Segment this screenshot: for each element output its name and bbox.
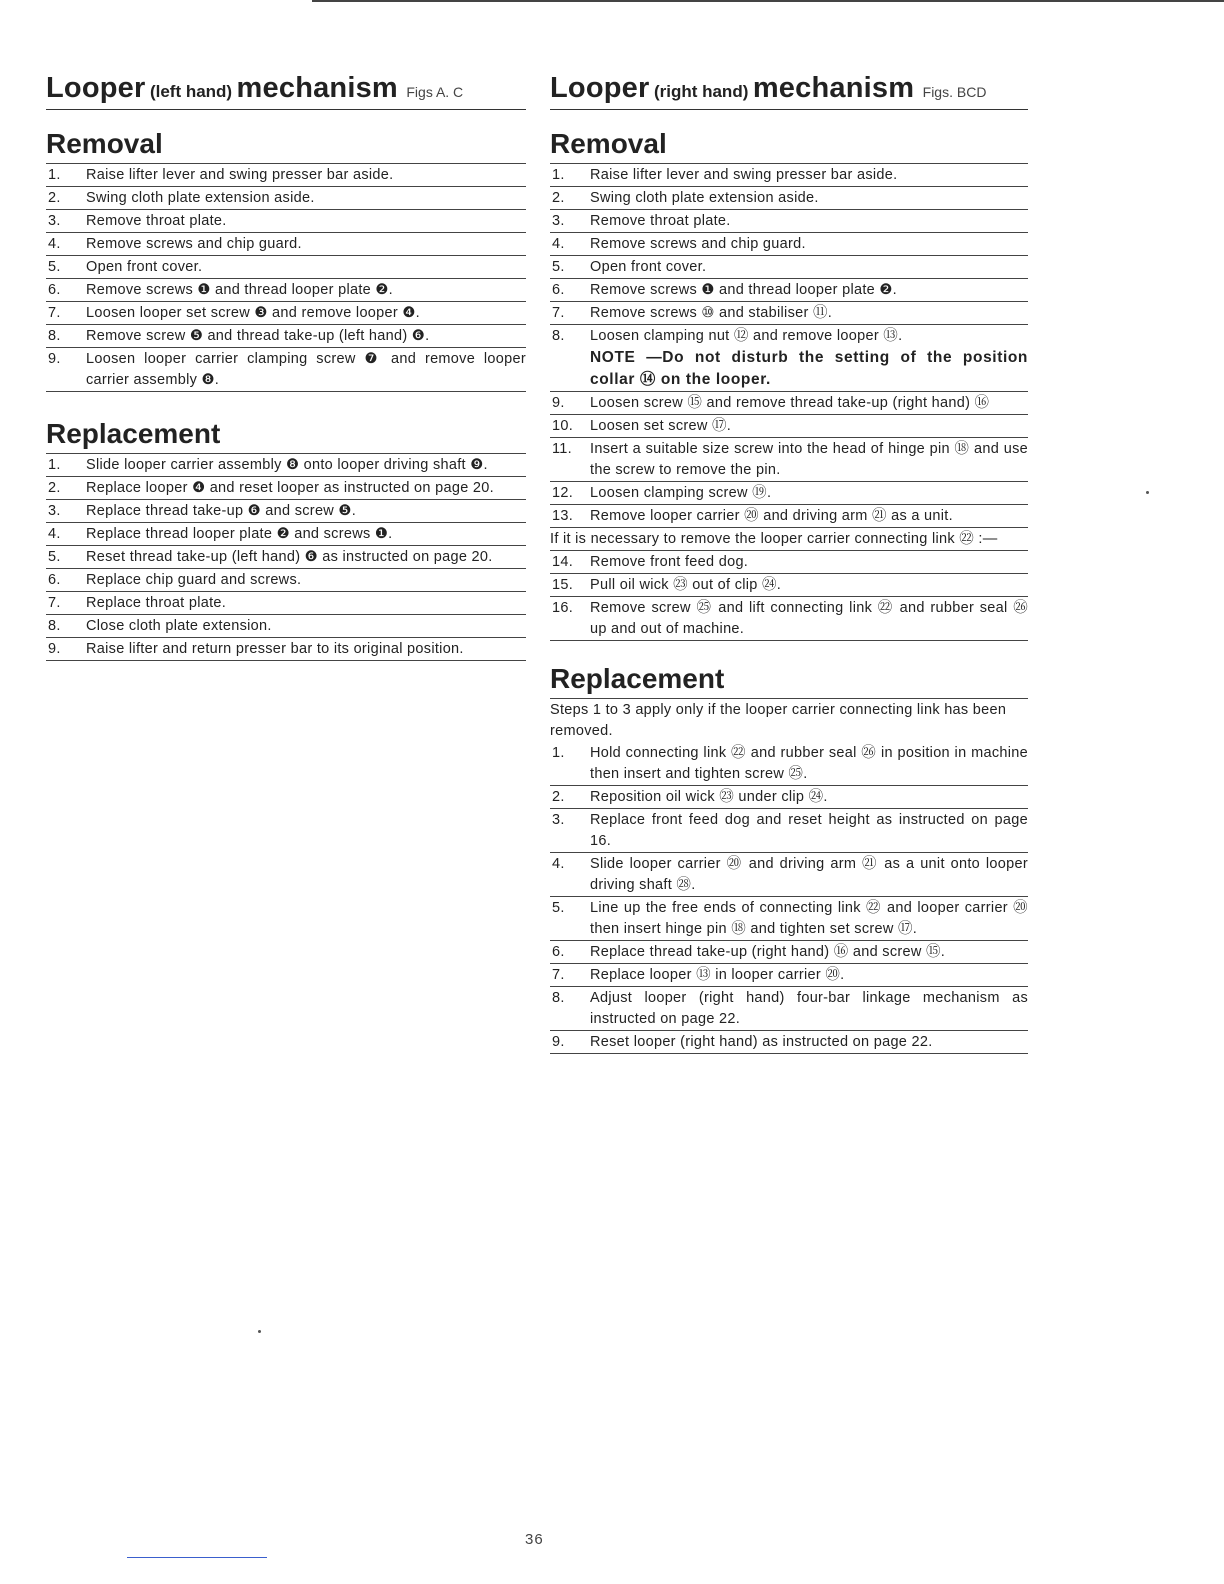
heading-looper: Looper: [550, 72, 650, 104]
step-number: 1.: [48, 457, 61, 473]
left-replacement-title: Replacement: [46, 418, 221, 449]
step-number: 8.: [552, 328, 565, 344]
left-column: [46, 72, 526, 661]
step-row: [46, 477, 526, 500]
step-number: 7.: [48, 595, 61, 611]
step-row: [550, 742, 1028, 786]
step-text: Loosen looper set screw ❸ and remove looper ❹.: [86, 305, 420, 321]
step-text: Replace thread looper plate ❷ and screws ❶.: [86, 526, 393, 542]
step-number: 2.: [552, 789, 565, 805]
step-text: Remove screws ❶ and thread looper plate ❷.: [590, 282, 897, 298]
step-row: [46, 164, 526, 187]
step-text: Insert a suitable size screw into the head of hinge pin ⑱ and use the screw to remove the pin.: [590, 441, 1028, 478]
step-text: Replace thread take-up ❻ and screw ❺.: [86, 503, 357, 519]
step-text: Swing cloth plate extension aside.: [590, 190, 819, 206]
step-row: [550, 551, 1028, 574]
step-row: [550, 438, 1028, 482]
step-row: [46, 187, 526, 210]
step-text: Loosen screw ⑮ and remove thread take-up (right hand) ⑯: [590, 395, 990, 411]
step-number: 6.: [552, 944, 565, 960]
step-row: [46, 615, 526, 638]
replacement-note: Steps 1 to 3 apply only if the looper carrier connecting link has been removed.: [550, 702, 1007, 739]
step-number: 11.: [552, 441, 572, 457]
step-text: Replace throat plate.: [86, 595, 227, 611]
step-number: 1.: [552, 745, 565, 761]
step-text: Remove looper carrier ⑳ and driving arm ㉑ as a unit.: [590, 508, 953, 524]
left-replacement-steps: [46, 453, 526, 661]
step-text: Raise lifter lever and swing presser bar aside.: [86, 167, 394, 183]
step-number: 8.: [552, 990, 565, 1006]
step-row: [46, 302, 526, 325]
right-replacement-steps: [550, 698, 1028, 1054]
step-text: Reposition oil wick ㉓ under clip ㉔.: [590, 789, 828, 805]
step-text: Remove front feed dog.: [590, 554, 749, 570]
step-number: 16.: [552, 600, 574, 616]
step-number: 2.: [552, 190, 565, 206]
step-row: [46, 500, 526, 523]
heading-figs: Figs. BCD: [922, 84, 987, 100]
step-row: [550, 482, 1028, 505]
step-number: 3.: [48, 503, 61, 519]
step-number: 6.: [48, 282, 61, 298]
step-row: [46, 523, 526, 546]
step-text: Loosen clamping nut ⑫ and remove looper ⑬.: [590, 328, 903, 344]
step-number: 5.: [552, 900, 565, 916]
step-number: 4.: [48, 526, 61, 542]
step-number: 4.: [552, 236, 565, 252]
step-text: Replace thread take-up (right hand) ⑯ and screw ⑮.: [590, 944, 946, 960]
footer-link-underline: [127, 1557, 267, 1558]
step-number: 4.: [48, 236, 61, 252]
step-row: [550, 786, 1028, 809]
step-row: [550, 164, 1028, 187]
step-number: 4.: [552, 856, 565, 872]
step-row: [550, 256, 1028, 279]
step-text: Swing cloth plate extension aside.: [86, 190, 315, 206]
step-text: Loosen set screw ⑰.: [590, 418, 732, 434]
step-text: Loosen looper carrier clamping screw ❼ and remove looper carrier assembly ❽.: [86, 351, 526, 388]
step-text: Replace front feed dog and reset height as instructed on page 16.: [590, 812, 1028, 849]
step-row: [550, 415, 1028, 438]
removal-note: If it is necessary to remove the looper carrier connecting link ㉒ :—: [550, 528, 1028, 551]
step-text: Raise lifter and return presser bar to its original position.: [86, 641, 464, 657]
step-number: 12.: [552, 485, 574, 501]
heading-hand: (right hand): [653, 82, 749, 101]
step-text: Replace looper ⑬ in looper carrier ⑳.: [590, 967, 845, 983]
step-number: 8.: [48, 328, 61, 344]
step-number: 13.: [552, 508, 574, 524]
step-text: Remove screw ❺ and thread take-up (left hand) ❻.: [86, 328, 430, 344]
step-row: [550, 853, 1028, 897]
step-row: [46, 348, 526, 392]
step-text: Remove screws ❶ and thread looper plate ❷.: [86, 282, 393, 298]
top-rule: [312, 0, 1224, 2]
left-removal-title: Removal: [46, 128, 163, 159]
step-text: Adjust looper (right hand) four-bar linkage mechanism as instructed on page 22.: [590, 990, 1028, 1027]
step-row: [46, 233, 526, 256]
step-row: [550, 1031, 1028, 1054]
right-replacement-title: Replacement: [550, 663, 725, 694]
step-number: 9.: [552, 395, 565, 411]
step-row: [550, 574, 1028, 597]
step-number: 5.: [552, 259, 565, 275]
step-row: [550, 187, 1028, 210]
step-row: [550, 392, 1028, 415]
step-number: 7.: [552, 305, 565, 321]
note-text: NOTE —Do not disturb the setting of the position collar ⑭ on the looper.: [590, 349, 1028, 388]
step-row: [550, 941, 1028, 964]
step-number: 6.: [48, 572, 61, 588]
page-number: 36: [525, 1531, 544, 1548]
heading-looper: Looper: [46, 72, 146, 104]
step-row: [550, 233, 1028, 256]
step-number: 1.: [552, 167, 565, 183]
scan-speck: [1146, 491, 1149, 494]
step-row: [550, 505, 1028, 528]
step-number: 3.: [48, 213, 61, 229]
step-number: 15.: [552, 577, 574, 593]
step-row: [550, 325, 1028, 392]
step-row: [550, 302, 1028, 325]
step-number: 2.: [48, 480, 61, 496]
step-number: 7.: [48, 305, 61, 321]
step-row: [550, 210, 1028, 233]
step-text: Open front cover.: [86, 259, 203, 275]
right-removal-title: Removal: [550, 128, 667, 159]
heading-mechanism: mechanism: [752, 72, 915, 104]
step-row: [550, 809, 1028, 853]
scan-speck: [258, 1330, 261, 1333]
step-row: [550, 597, 1028, 641]
heading-figs: Figs A. C: [406, 84, 464, 100]
step-text: Replace chip guard and screws.: [86, 572, 302, 588]
step-row: [46, 454, 526, 477]
step-text: Line up the free ends of connecting link ㉒ and looper carrier ⑳ then insert hinge pin ⑱ and tighten set screw ⑰.: [590, 900, 1028, 937]
step-row: [46, 210, 526, 233]
step-number: 14.: [552, 554, 574, 570]
left-heading: [46, 72, 526, 110]
right-removal-steps: [550, 163, 1028, 641]
step-text: Remove screws and chip guard.: [86, 236, 302, 252]
step-row: [46, 256, 526, 279]
step-text: Slide looper carrier assembly ❽ onto looper driving shaft ❾.: [86, 457, 488, 473]
step-number: 10.: [552, 418, 574, 434]
right-heading: [550, 72, 1028, 110]
step-number: 6.: [552, 282, 565, 298]
step-text: Pull oil wick ㉓ out of clip ㉔.: [590, 577, 782, 593]
step-row: [46, 638, 526, 661]
step-text: Remove throat plate.: [590, 213, 731, 229]
step-number: 5.: [48, 549, 61, 565]
step-row: [46, 592, 526, 615]
step-text: Hold connecting link ㉒ and rubber seal ㉖ in position in machine then insert and tighten screw ㉕.: [590, 745, 1028, 782]
step-number: 7.: [552, 967, 565, 983]
step-text: Reset looper (right hand) as instructed on page 22.: [590, 1034, 933, 1050]
step-text: Loosen clamping screw ⑲.: [590, 485, 772, 501]
step-number: 1.: [48, 167, 61, 183]
step-number: 9.: [48, 641, 61, 657]
step-text: Remove screws ⑩ and stabiliser ⑪.: [590, 305, 833, 321]
step-text: Open front cover.: [590, 259, 707, 275]
step-number: 3.: [552, 812, 565, 828]
step-text: Raise lifter lever and swing presser bar aside.: [590, 167, 898, 183]
step-row: [550, 897, 1028, 941]
heading-mechanism: mechanism: [236, 72, 398, 104]
step-row: [550, 279, 1028, 302]
step-text: Close cloth plate extension.: [86, 618, 272, 634]
step-number: 5.: [48, 259, 61, 275]
step-text: Remove throat plate.: [86, 213, 227, 229]
step-row: [46, 279, 526, 302]
step-number: 8.: [48, 618, 61, 634]
step-row: [550, 987, 1028, 1031]
step-text: Reset thread take-up (left hand) ❻ as instructed on page 20.: [86, 549, 493, 565]
step-row: [46, 546, 526, 569]
step-text: Slide looper carrier ⑳ and driving arm ㉑ as a unit onto looper driving shaft ㉘.: [590, 856, 1028, 893]
step-number: 2.: [48, 190, 61, 206]
step-row: [46, 569, 526, 592]
step-text: Replace looper ❹ and reset looper as instructed on page 20.: [86, 480, 494, 496]
step-row: [550, 964, 1028, 987]
step-number: 9.: [48, 351, 61, 367]
left-removal-steps: [46, 163, 526, 392]
step-text: Remove screws and chip guard.: [590, 236, 806, 252]
heading-hand: (left hand): [149, 82, 233, 101]
right-column: [550, 72, 1028, 1054]
step-number: 9.: [552, 1034, 565, 1050]
step-row: [46, 325, 526, 348]
step-number: 3.: [552, 213, 565, 229]
step-text: Remove screw ㉕ and lift connecting link ㉒ and rubber seal ㉖ up and out of machine.: [590, 600, 1028, 637]
